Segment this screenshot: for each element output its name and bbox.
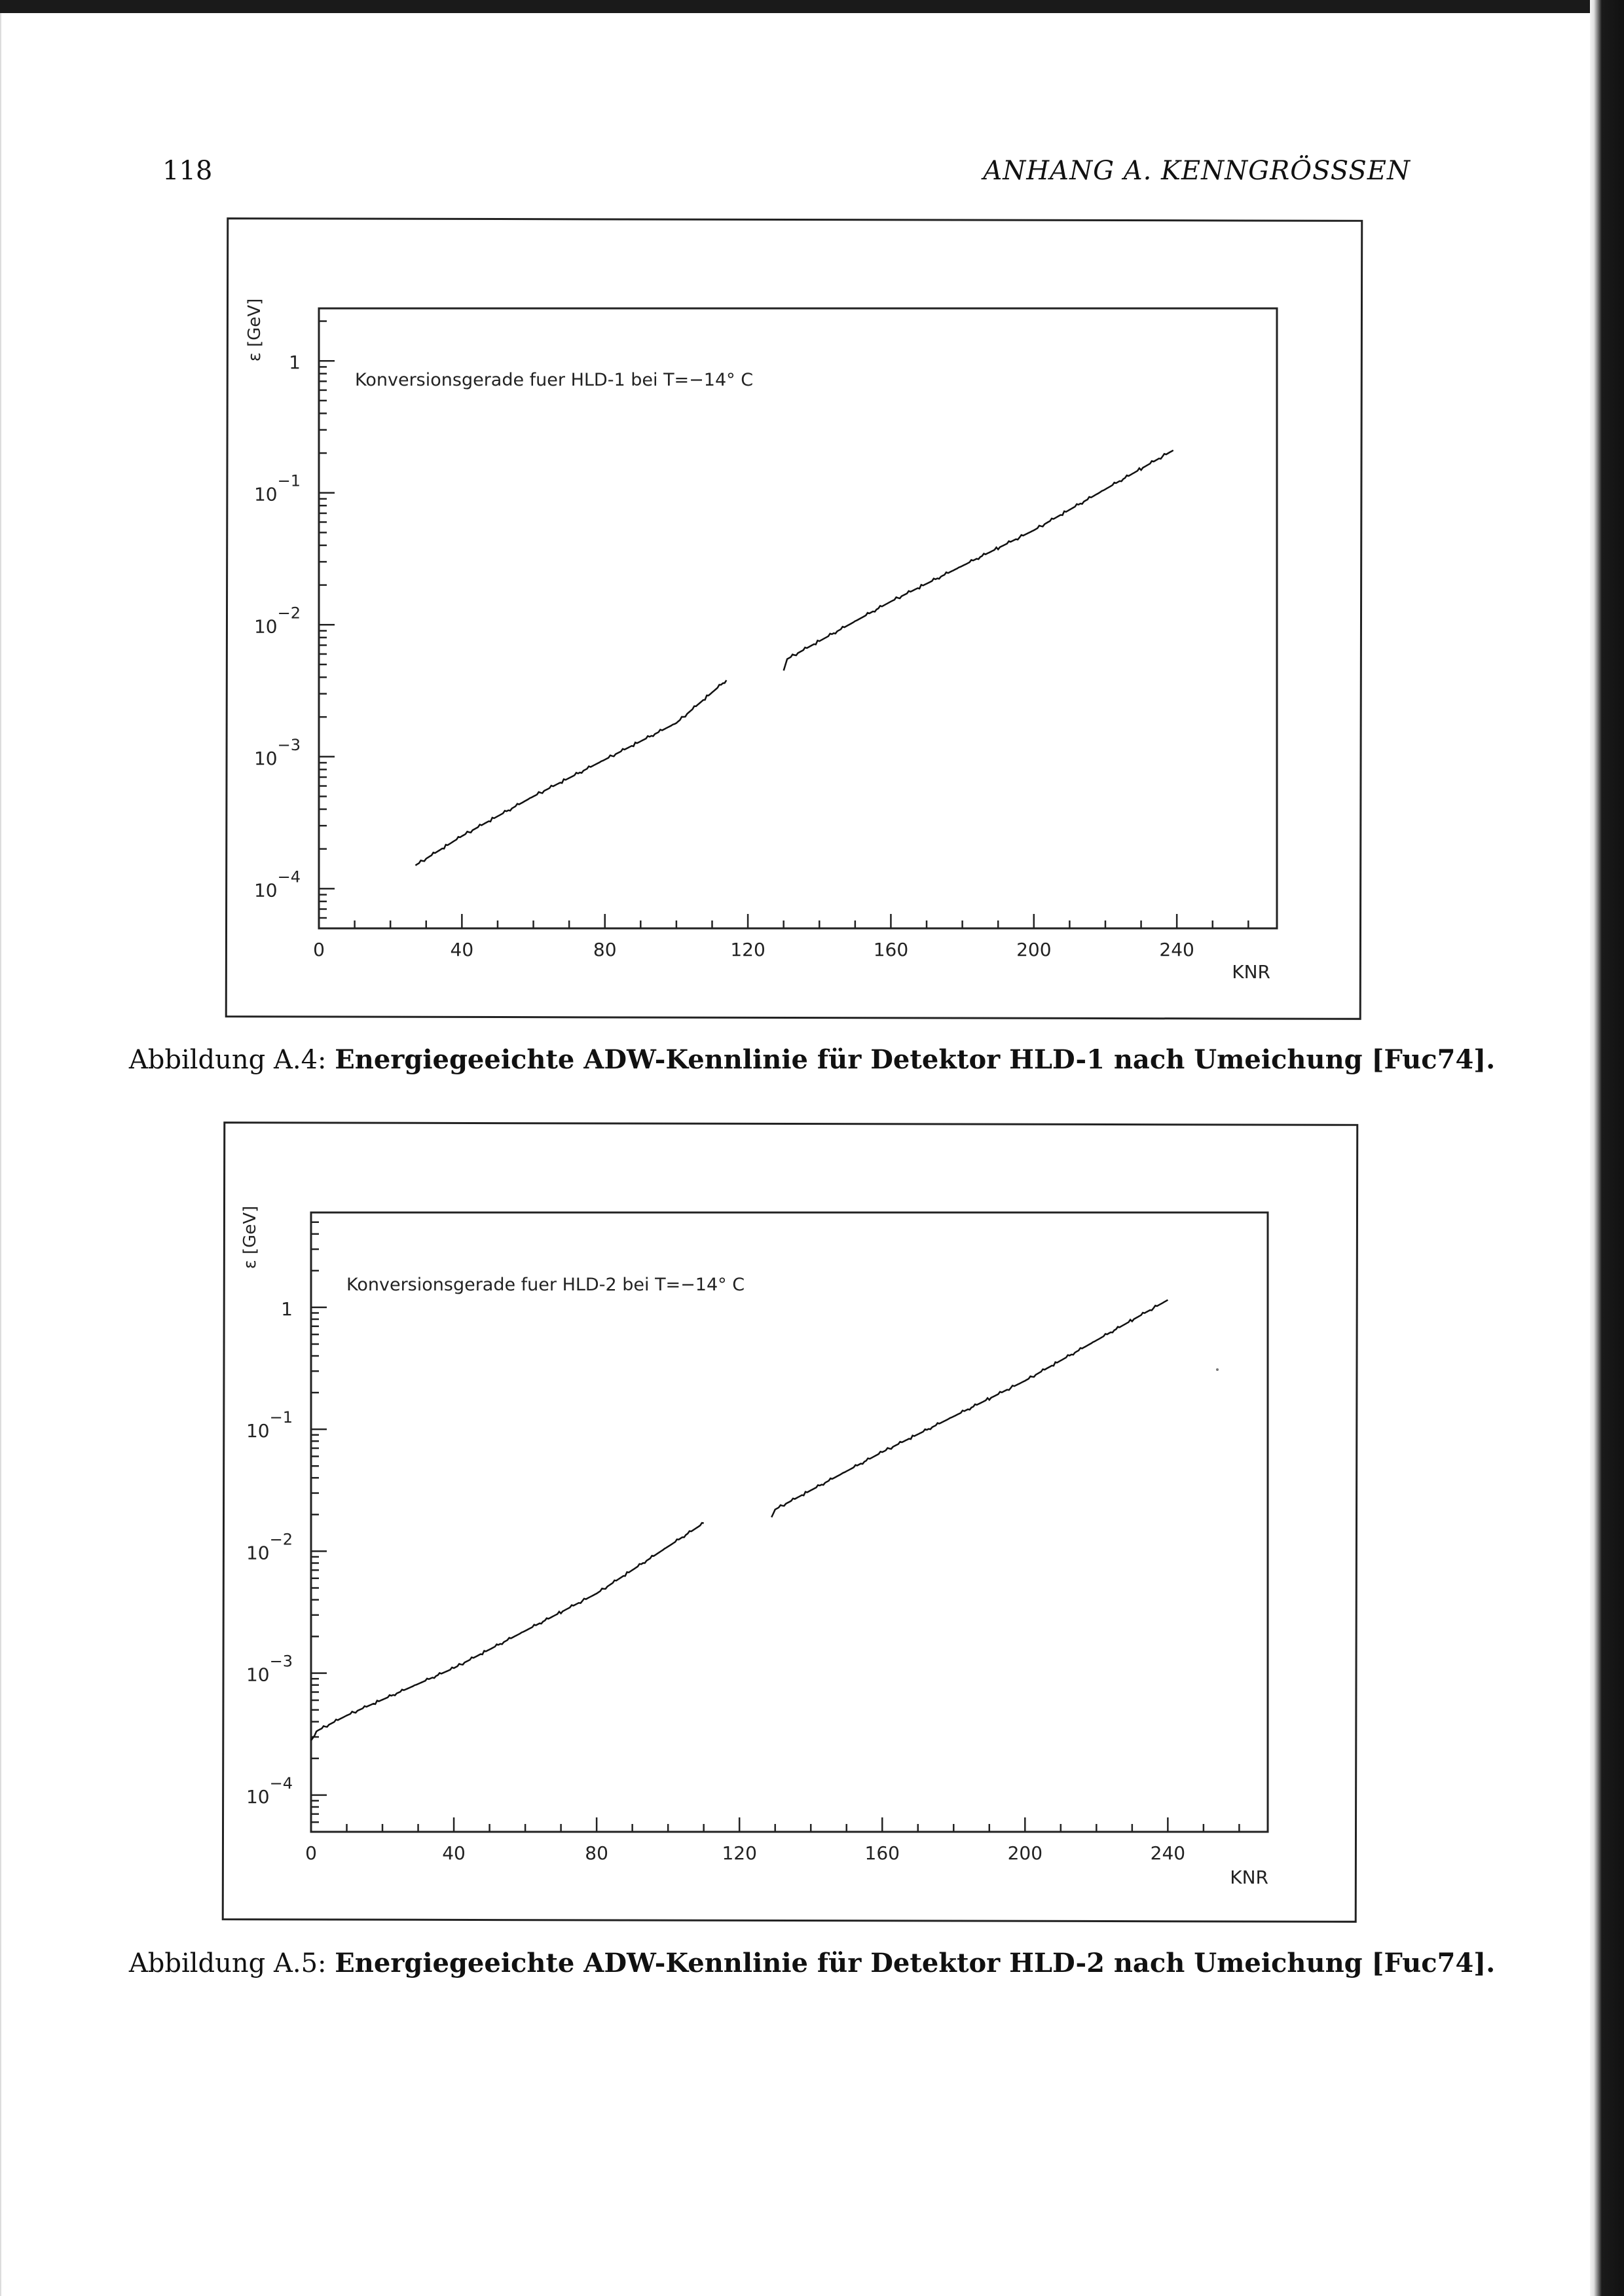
x-tick-label: 120 — [730, 939, 766, 960]
y-tick-label: 1 — [281, 1298, 293, 1320]
x-tick-label: 40 — [442, 1842, 466, 1864]
x-tick-label: 0 — [305, 1842, 317, 1864]
x-tick-label: 80 — [593, 939, 617, 960]
figure-caption-a5 — [0, 1948, 1624, 1978]
y-tick-label: 10−2 — [246, 1530, 293, 1564]
x-axis-label: KNR — [1232, 961, 1270, 983]
caption-text: Energiegeeichte ADW-Kennlinie für Detektor HLD-2 nach Umeichung [Fuc74]. — [335, 1948, 1496, 1978]
y-axis-label: ε [GeV] — [240, 1205, 260, 1269]
chart-hld1 — [226, 219, 1362, 1019]
x-axis-label: KNR — [1230, 1867, 1268, 1888]
y-tick-label: 10−2 — [253, 604, 301, 638]
x-tick-label: 80 — [585, 1842, 608, 1864]
caption-label: Abbildung A.4: — [128, 1045, 327, 1075]
x-tick-label: 120 — [722, 1842, 757, 1864]
series-line-segment-2 — [784, 450, 1173, 670]
caption-text: Energiegeeichte ADW-Kennlinie für Detektor HLD-1 nach Umeichung [Fuc74]. — [335, 1044, 1496, 1075]
scan-speck — [1216, 1368, 1219, 1371]
x-tick-label: 240 — [1159, 939, 1194, 960]
x-tick-label: 240 — [1150, 1842, 1186, 1864]
y-tick-label: 10−3 — [246, 1652, 293, 1686]
x-tick-label: 160 — [873, 939, 909, 960]
plot-area-frame — [311, 1212, 1268, 1832]
series-line-segment-2 — [771, 1300, 1168, 1518]
page-number: 118 — [162, 156, 213, 186]
x-tick-label: 200 — [1007, 1842, 1043, 1864]
series-line-segment-1 — [415, 680, 726, 866]
x-tick-label: 40 — [450, 939, 474, 960]
x-tick-label: 200 — [1016, 939, 1052, 960]
series-line-segment-1 — [311, 1523, 704, 1741]
y-tick-label: 10−3 — [253, 735, 301, 769]
figure-caption-a4 — [0, 1044, 1624, 1075]
x-tick-label: 0 — [313, 939, 325, 960]
chart-hld2 — [223, 1123, 1357, 1922]
y-tick-label: 10−4 — [253, 867, 301, 902]
scan-edge-top — [0, 0, 1624, 13]
y-axis-label: ε [GeV] — [245, 298, 265, 362]
y-tick-label: 10−4 — [246, 1774, 293, 1808]
x-tick-label: 160 — [864, 1842, 900, 1864]
caption-label: Abbildung A.5: — [128, 1948, 327, 1978]
chart-title: Konversionsgerade fuer HLD-1 bei T=−14° C — [355, 370, 754, 390]
y-tick-label: 10−1 — [246, 1408, 293, 1442]
running-header: ANHANG A. KENNGRÖSSSEN — [983, 156, 1411, 186]
y-tick-label: 10−1 — [253, 471, 301, 505]
chart-title: Konversionsgerade fuer HLD-2 bei T=−14° C — [346, 1275, 745, 1295]
y-tick-label: 1 — [289, 352, 301, 374]
